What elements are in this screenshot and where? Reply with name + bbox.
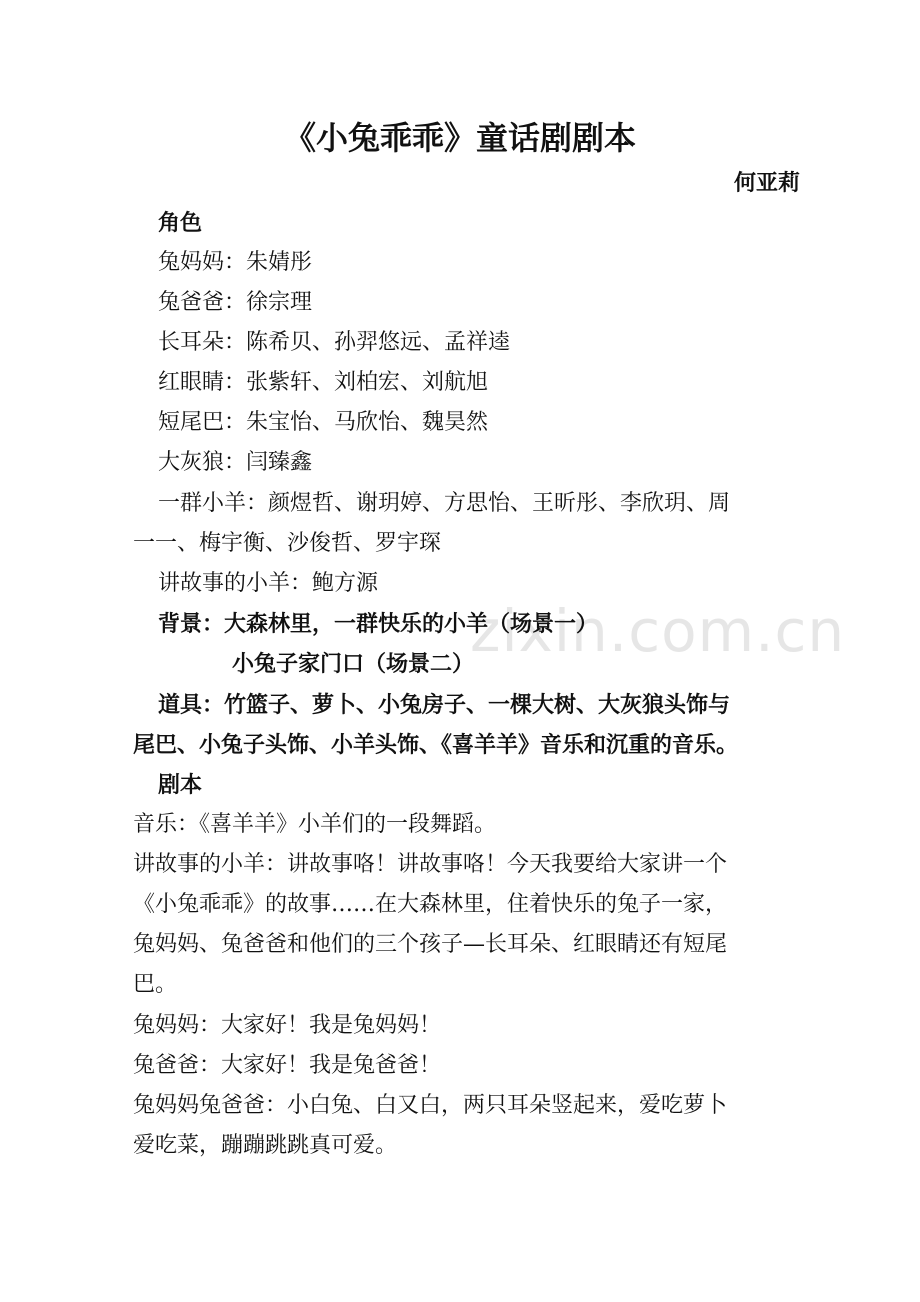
watermark: zixin.com.cn xyxy=(470,597,846,665)
role-line: 长耳朵：陈希贝、孙羿悠远、孟祥逵 xyxy=(158,330,511,355)
script-line: 兔妈妈、兔爸爸和他们的三个孩子—长耳朵、红眼睛还有短尾 xyxy=(133,932,728,957)
script-line: 《小兔乖乖》的故事……在大森林里，住着快乐的兔子一家， xyxy=(133,892,728,917)
role-line: 兔爸爸：徐宗理 xyxy=(158,290,313,315)
script-line: 兔妈妈兔爸爸：小白兔、白又白，两只耳朵竖起来，爱吃萝卜 xyxy=(133,1093,728,1118)
role-line: 大灰狼：闫臻鑫 xyxy=(158,450,313,475)
role-line: 短尾巴：朱宝怡、马欣怡、魏昊然 xyxy=(158,410,489,435)
document-author: 何亚莉 xyxy=(733,170,800,196)
script-line: 巴。 xyxy=(133,972,178,997)
role-line: 兔妈妈：朱婧彤 xyxy=(158,250,313,275)
document-title: 《小兔乖乖》童话剧剧本 xyxy=(283,119,636,157)
props-line-2: 尾巴、小兔子头饰、小羊头饰、《喜羊羊》音乐和沉重的音乐。 xyxy=(133,732,739,758)
setting-line-2: 小兔子家门口（场景二） xyxy=(232,651,475,677)
props-line: 道具：竹篮子、萝卜、小兔房子、一棵大树、大灰狼头饰与 xyxy=(158,692,731,718)
role-line: 一群小羊：颜煜哲、谢玥婷、方思怡、王昕彤、李欣玥、周 xyxy=(158,491,731,516)
role-line-continued: 一一、梅宇衡、沙俊哲、罗宇琛 xyxy=(133,531,442,556)
script-heading: 剧本 xyxy=(158,772,203,798)
setting-line: 背景：大森林里，一群快乐的小羊（场景一） xyxy=(158,611,599,637)
script-line: 音乐：《喜羊羊》小羊们的一段舞蹈。 xyxy=(133,812,497,837)
script-line: 讲故事的小羊：讲故事咯！讲故事咯！今天我要给大家讲一个 xyxy=(133,852,728,877)
role-line: 讲故事的小羊：鲍方源 xyxy=(158,571,379,596)
role-line: 红眼睛：张紫轩、刘柏宏、刘航旭 xyxy=(158,370,489,395)
script-line: 兔爸爸：大家好！我是兔爸爸！ xyxy=(133,1053,442,1078)
script-line: 兔妈妈：大家好！我是兔妈妈！ xyxy=(133,1013,442,1038)
script-line: 爱吃菜，蹦蹦跳跳真可爱。 xyxy=(133,1133,398,1158)
roles-heading: 角色 xyxy=(158,210,203,236)
